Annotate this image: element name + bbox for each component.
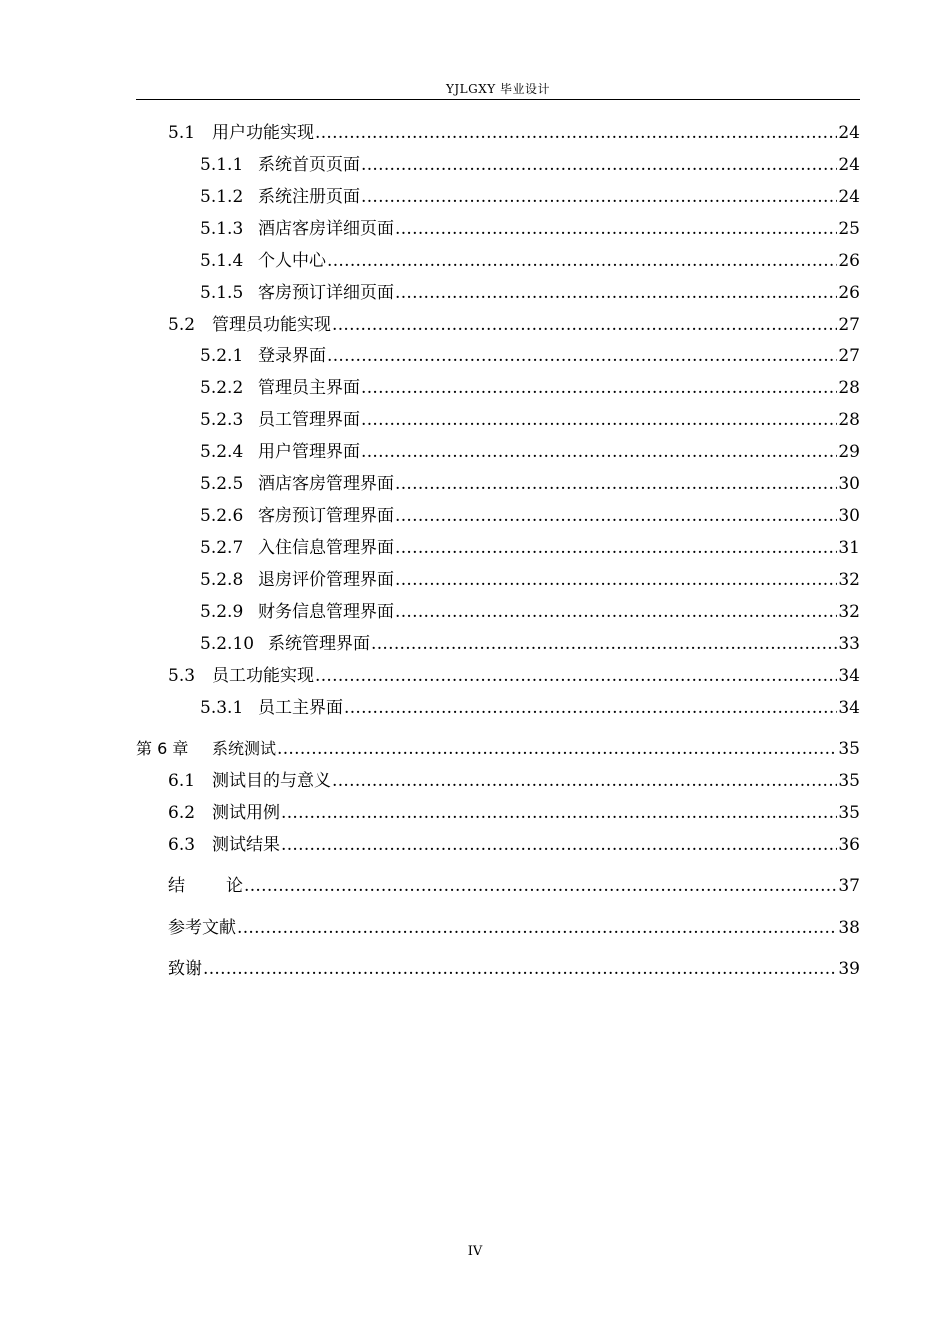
- toc-entry-page: 32: [838, 602, 860, 622]
- toc-leader-dots: [395, 569, 837, 591]
- page-number: IV: [467, 1244, 483, 1259]
- toc-leader-dots: [327, 345, 837, 367]
- toc-entry-page: 35: [838, 803, 860, 823]
- toc-entry-label: 系统管理界面: [268, 634, 370, 654]
- toc-entry-label: 测试目的与意义: [212, 771, 331, 791]
- toc-entry[interactable]: [200, 186, 860, 208]
- toc-entry-label: 员工主界面: [258, 698, 343, 718]
- toc-entry-page: 31: [838, 538, 860, 558]
- toc-entry-label: 员工管理界面: [258, 410, 360, 430]
- toc-entry-page: 34: [838, 666, 860, 686]
- toc-entry-number: 5.2.1: [200, 346, 244, 366]
- toc-entry-label: 系统测试: [212, 739, 277, 758]
- toc-entry-number: 5.1: [168, 123, 196, 143]
- toc-entry-page: 35: [838, 771, 860, 791]
- toc-entry-number: 5.3: [168, 666, 196, 686]
- toc-entry-number: 6.1: [168, 771, 196, 791]
- toc-entry-page: 24: [838, 187, 860, 207]
- toc-entry-page: 29: [838, 442, 860, 462]
- toc-leader-dots: [395, 601, 837, 623]
- toc-entry-number: 6.3: [168, 835, 196, 855]
- toc-entry-page: 28: [838, 378, 860, 398]
- toc-entry-page: 27: [838, 315, 860, 335]
- toc-leader-dots: [315, 665, 837, 687]
- toc-entry-number: 5.2.8: [200, 570, 244, 590]
- toc-entry[interactable]: [200, 377, 860, 399]
- toc-entry[interactable]: [168, 834, 860, 856]
- toc-entry-page: 37: [838, 876, 860, 896]
- toc-entry-page: 35: [838, 739, 860, 759]
- toc-entry-label: 退房评价管理界面: [258, 570, 394, 590]
- toc-entry[interactable]: [200, 441, 860, 463]
- toc-entry[interactable]: [168, 665, 860, 687]
- toc-entry-page: 28: [838, 410, 860, 430]
- toc-leader-dots: [244, 875, 837, 897]
- toc-entry-page: 39: [838, 959, 860, 979]
- toc-entry-page: 32: [838, 570, 860, 590]
- toc-entry[interactable]: [200, 154, 860, 176]
- toc-entry-number: 5.3.1: [200, 698, 244, 718]
- toc-entry[interactable]: [200, 569, 860, 591]
- toc-leader-dots: [361, 441, 837, 463]
- toc-entry-page: 34: [838, 698, 860, 718]
- toc-entry-page: 30: [838, 474, 860, 494]
- toc-entry[interactable]: [200, 601, 860, 623]
- toc-leader-dots: [371, 633, 837, 655]
- toc-entry[interactable]: [136, 738, 860, 760]
- toc-entry-label: 测试用例: [212, 803, 280, 823]
- toc-entry-label: 酒店客房管理界面: [258, 474, 394, 494]
- toc-entry[interactable]: [168, 917, 860, 939]
- toc-entry-number: 5.2.4: [200, 442, 244, 462]
- toc-entry-label: 酒店客房详细页面: [258, 219, 394, 239]
- toc-entry-number: 5.1.2: [200, 187, 244, 207]
- toc-entry-number: 5.2.2: [200, 378, 244, 398]
- toc-leader-dots: [361, 186, 837, 208]
- toc-entry-page: 30: [838, 506, 860, 526]
- toc-leader-dots: [395, 505, 837, 527]
- toc-leader-dots: [332, 314, 837, 336]
- toc-entry-label: 登录界面: [258, 346, 326, 366]
- toc-entry-number: 5.1.5: [200, 283, 244, 303]
- toc-leader-dots: [395, 282, 837, 304]
- page-header-title: YJLGXY 毕业设计: [445, 82, 551, 96]
- toc-entry-label: 入住信息管理界面: [258, 538, 394, 558]
- toc-leader-dots: [344, 697, 837, 719]
- toc-entry-label: 个人中心: [258, 251, 326, 271]
- toc-entry-number: 5.1.3: [200, 219, 244, 239]
- toc-entry[interactable]: [200, 505, 860, 527]
- toc-entry-page: 26: [838, 283, 860, 303]
- toc-entry-number: 5.2.9: [200, 602, 244, 622]
- toc-entry-page: 27: [838, 346, 860, 366]
- toc-leader-dots: [237, 917, 837, 939]
- toc-leader-dots: [361, 377, 837, 399]
- toc-entry[interactable]: [168, 802, 860, 824]
- toc-entry-label: 财务信息管理界面: [258, 602, 394, 622]
- toc-entry-page: 36: [838, 835, 860, 855]
- toc-leader-dots: [332, 770, 837, 792]
- toc-entry-number: 5.2.7: [200, 538, 244, 558]
- toc-entry-number: 5.2.5: [200, 474, 244, 494]
- toc-entry[interactable]: [168, 314, 860, 336]
- toc-leader-dots: [327, 250, 837, 272]
- toc-entry-page: 24: [838, 155, 860, 175]
- toc-entry-number: 5.2.10: [200, 634, 255, 654]
- toc-leader-dots: [395, 537, 837, 559]
- toc-entry-page: 25: [838, 219, 860, 239]
- toc-entry-number: 第 6 章: [136, 739, 189, 758]
- toc-entry[interactable]: [168, 875, 860, 897]
- toc-entry-label: 客房预订详细页面: [258, 283, 394, 303]
- toc-entry-number: 6.2: [168, 803, 196, 823]
- toc-entry-page: 38: [838, 918, 860, 938]
- toc-entry-number: 5.2.3: [200, 410, 244, 430]
- toc-entry[interactable]: [200, 537, 860, 559]
- toc-entry-number: 5.2.6: [200, 506, 244, 526]
- toc-entry-label: 测试结果: [212, 835, 280, 855]
- toc-entry-label: 管理员功能实现: [212, 315, 331, 335]
- toc-entry-label: 系统注册页面: [258, 187, 360, 207]
- toc-entry[interactable]: [168, 770, 860, 792]
- toc-leader-dots: [203, 958, 837, 980]
- toc-entry[interactable]: [168, 122, 860, 144]
- toc-entry-page: 24: [838, 123, 860, 143]
- toc-leader-dots: [361, 409, 837, 431]
- toc-leader-dots: [395, 473, 837, 495]
- toc-entry-label: 客房预订管理界面: [258, 506, 394, 526]
- toc-entry-label: 用户管理界面: [258, 442, 360, 462]
- toc-entry[interactable]: [200, 282, 860, 304]
- toc-entry-label: 用户功能实现: [212, 123, 314, 143]
- toc-entry[interactable]: [168, 958, 860, 980]
- toc-entry-label: 管理员主界面: [258, 378, 360, 398]
- toc-leader-dots: [281, 802, 837, 824]
- toc-entry-number: 5.1.4: [200, 251, 244, 271]
- toc-entry-number: 5.2: [168, 315, 196, 335]
- toc-entry-number: 5.1.1: [200, 155, 244, 175]
- toc-leader-dots: [281, 834, 837, 856]
- toc-entry-label: 员工功能实现: [212, 666, 314, 686]
- toc-entry[interactable]: [200, 345, 860, 367]
- toc-entry-page: 26: [838, 251, 860, 271]
- toc-entry[interactable]: [200, 633, 860, 655]
- toc-entry-page: 33: [838, 634, 860, 654]
- toc-leader-dots: [277, 738, 837, 760]
- toc-entry[interactable]: [200, 697, 860, 719]
- toc-leader-dots: [395, 218, 837, 240]
- header-divider: [136, 99, 860, 100]
- toc-entry-label: 参考文献: [168, 918, 236, 938]
- toc-leader-dots: [315, 122, 837, 144]
- toc-leader-dots: [361, 154, 837, 176]
- toc-entry[interactable]: [200, 218, 860, 240]
- toc-entry[interactable]: [200, 473, 860, 495]
- toc-entry[interactable]: [200, 409, 860, 431]
- toc-entry[interactable]: [200, 250, 860, 272]
- toc-entry-label: 论: [226, 876, 243, 896]
- toc-entry-number: 结: [168, 876, 185, 896]
- toc-entry-label: 致谢: [168, 959, 202, 979]
- toc-entry-label: 系统首页页面: [258, 155, 360, 175]
